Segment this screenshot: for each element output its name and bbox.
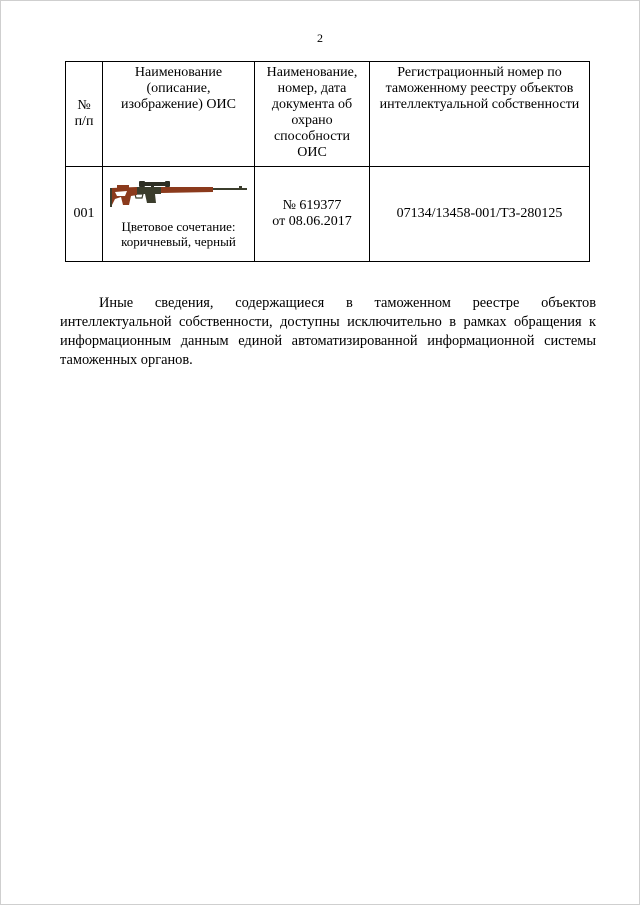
row-document xyxy=(255,167,370,262)
row-document-number: № 619377 xyxy=(282,198,342,213)
header-description: Наименование (описание, изображение) ОИС xyxy=(103,62,255,167)
row-description-line: Цветовое сочетание: xyxy=(121,219,236,234)
notes-paragraph: Иные сведения, содержащиеся в таможенном реестре объектов интеллектуальной собственности, доступны исключительно в рамках обращения к информационным данным единой автоматизированной информационной системы таможенных органов. xyxy=(60,295,596,368)
row-description-line: коричневый, черный xyxy=(121,234,236,249)
table-header-row xyxy=(66,62,590,167)
rifle-image xyxy=(109,179,249,213)
header-number-abbr: п/п xyxy=(74,113,94,129)
header-document: Наименование, номер, дата документа об охрано способности ОИС xyxy=(255,62,370,167)
table-row xyxy=(66,167,590,262)
header-number-symbol: № xyxy=(77,97,91,113)
registry-table xyxy=(65,61,590,262)
header-number xyxy=(66,62,103,167)
header-registration: Регистрационный номер по таможенному реестру объектов интеллектуальной собственности xyxy=(370,62,590,167)
row-description xyxy=(103,167,255,262)
row-document-date: от 08.06.2017 xyxy=(272,214,352,229)
page-number: 2 xyxy=(317,31,323,45)
row-registration: 07134/13458-001/ТЗ-280125 xyxy=(370,167,590,262)
row-number: 001 xyxy=(66,167,103,262)
